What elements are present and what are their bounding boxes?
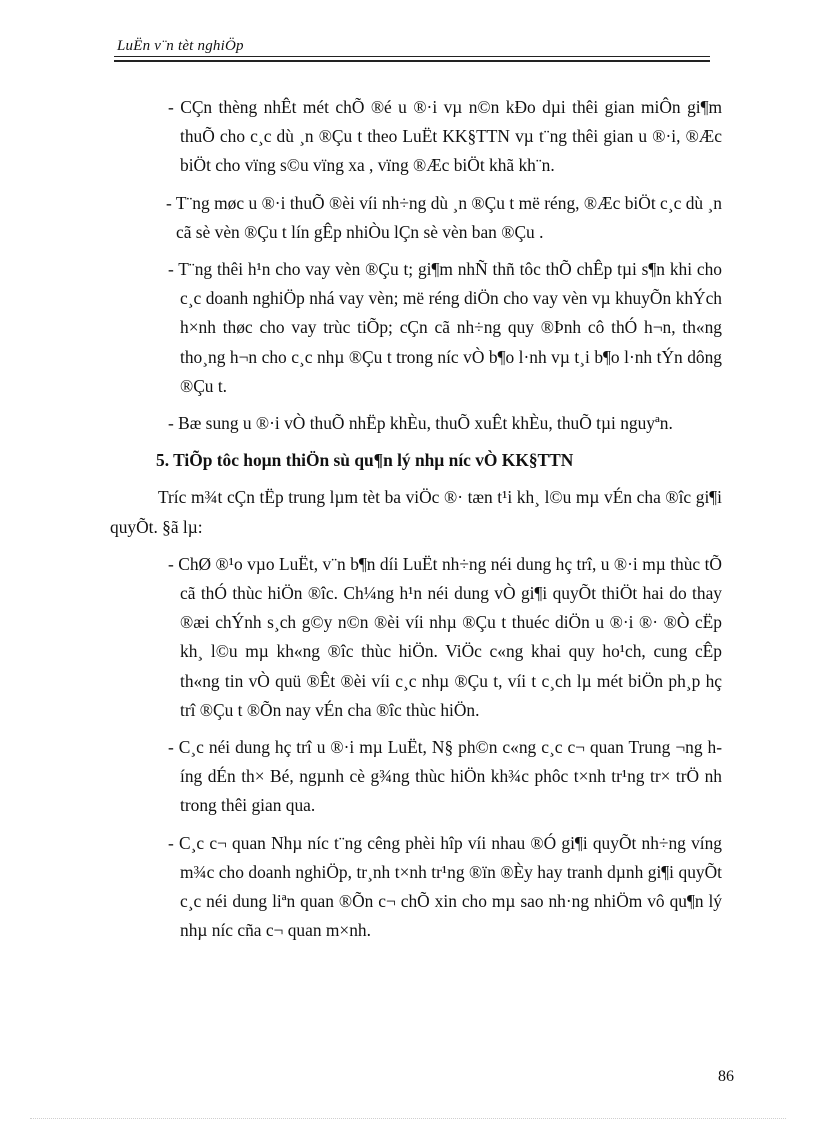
bullet-paragraph-2: - T¨ng møc u ®·i thuÕ ®èi víi nh÷ng dù ¸n ®Çu t më réng, ®Æc biÖt c¸c dù ¸n cã sè vèn ®Çu t lín gÊp nhiÒu lÇn sè vèn ban ®Çu . xyxy=(166,192,722,242)
bullet-paragraph-7: - C¸c c¬ quan Nhµ níc t¨ng cêng phèi hîp víi nhau ®Ó gi¶i quyÕt nh÷ng víng m¾c cho doanh nghiÖp, tr¸nh t×nh tr¹ng ®ïn ®Èy hay tranh dµnh gi¶i quyÕt c¸c néi dung liªn quan ®Õn c¬ chÕ xin cho mµ sao nh·ng nhiÖm vô qu¶n lý nhµ níc cña c¬ quan m×nh. xyxy=(168,832,722,941)
page-number: 86 xyxy=(718,1068,734,1085)
header-rule-bottom xyxy=(114,60,710,62)
bullet-paragraph-3: - T¨ng thêi h¹n cho vay vèn ®Çu t; gi¶m nhÑ thñ tôc thÕ chÊp tµi s¶n khi cho c¸c doanh nghiÖp nhá vay vèn; më réng diÖn cho vay vèn vµ khuyÕn khÝch h×nh thøc cho vay trùc tiÕp; cÇn cã nh÷ng quy ®Þnh cô thÓ h¬n, th«ng tho¸ng h¬n cho c¸c nhµ ®Çu t trong níc vÒ b¶o l·nh vµ t¸i b¶o l·nh tÝn dông ®Çu t. xyxy=(168,259,722,396)
bullet-paragraph-4: - Bæ sung u ®·i vÒ thuÕ nhËp khÈu, thuÕ xuÊt khÈu, thuÕ tµi nguyªn. xyxy=(168,413,673,434)
intro-paragraph: Tríc m¾t cÇn tËp trung lµm tèt ba viÖc ®· tæn t¹i kh¸ l©u mµ vÉn cha ®îc gi¶i quyÕt. §ã lµ: xyxy=(110,487,722,537)
bullet-paragraph-6: - C¸c néi dung hç trî u ®·i mµ LuËt, N§ ph©n c«ng c¸c c¬ quan Trung ¬ng híng dÉn th× Bé, ngµnh cè g¾ng thùc hiÖn kh¾c phôc t×nh tr¹ng tr× trÖ nh trong thêi gian qua. xyxy=(168,737,722,816)
bullet-paragraph-1: - CÇn thèng nhÊt mét chÕ ®é u ®·i vµ n©n kÐo dµi thêi gian miÔn gi¶m thuÕ cho c¸c dù ¸n ®Çu t theo LuËt KK§TTN vµ t¨ng thêi gian u ®·i, ®Æc biÖt cho vïng s©u vïng xa , vïng ®Æc biÖt khã kh¨n. xyxy=(168,97,722,176)
header-title: LuËn v¨n tèt nghiÖp xyxy=(117,38,244,54)
header-rule-top xyxy=(114,56,710,57)
section-heading: 5. TiÕp tôc hoµn thiÖn sù qu¶n lý nhµ níc vÒ KK§TTN xyxy=(156,450,574,471)
bullet-paragraph-5: - ChØ ®¹o vµo LuËt, v¨n b¶n díi LuËt nh÷ng néi dung hç trî, u ®·i mµ thùc tÕ cã thÓ thùc hiÖn ®îc. Ch¼ng h¹n néi dung vÒ gi¶i quyÕt thiÖt hai do thay ®æi chÝnh s¸ch g©y n©n ®èi víi nhµ ®Çu t thuéc diÖn u ®·i ®· ®Ò cËp kh¸ l©u mµ kh«ng ®îc thùc hiÖn. ViÖc c«ng khai quy ho¹ch, cung cÊp th«ng tin vÒ quü ®Êt ®èi víi c¸c nhµ ®Çu t, víi t c¸ch lµ mét biÖn ph¸p hç trî ®Çu t ®Õn nay vÉn cha ®îc thùc hiÖn. xyxy=(168,553,722,720)
page-body xyxy=(110,93,722,953)
footer-dotted-rule xyxy=(30,1118,786,1119)
